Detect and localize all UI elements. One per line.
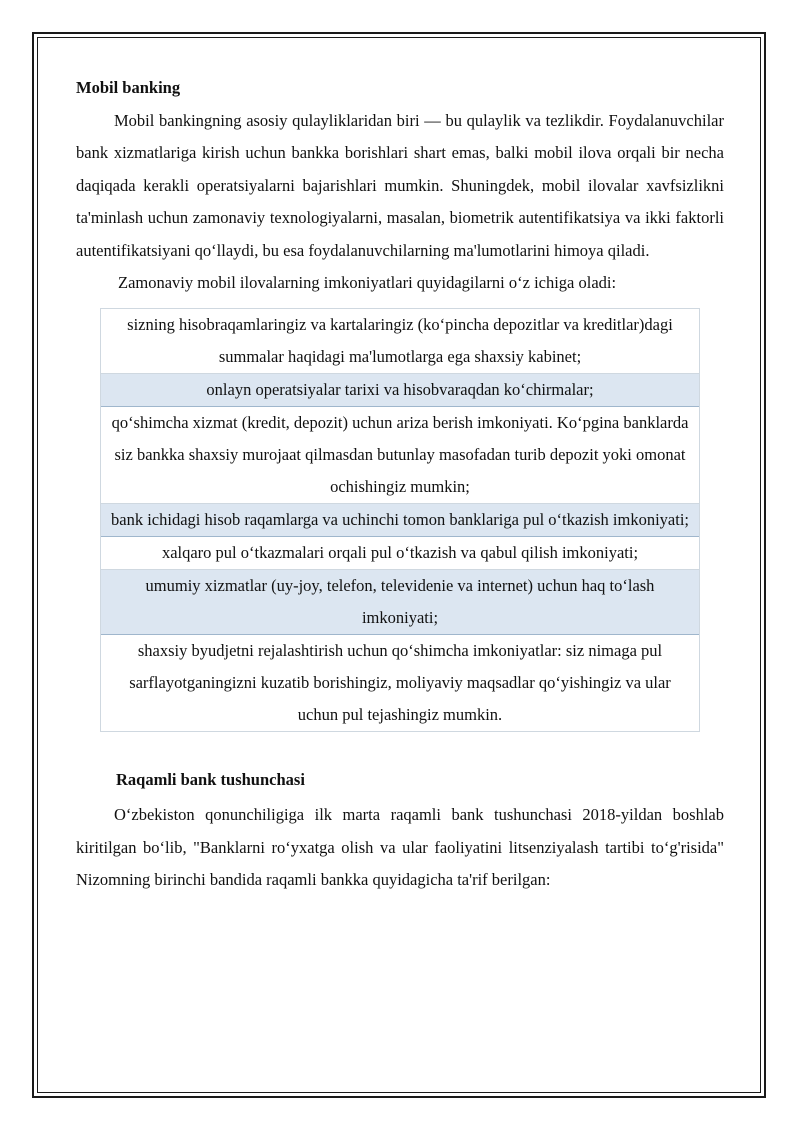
- feature-row-operations-history: onlayn operatsiyalar tarixi va hisobvaraqdan ko‘chirmalar;: [101, 374, 699, 407]
- feature-row-international-transfers: xalqaro pul o‘tkazmalari orqali pul o‘tkazish va qabul qilish imkoniyati;: [101, 537, 699, 570]
- feature-row-utility-payments: umumiy xizmatlar (uy-joy, telefon, televidenie va internet) uchun haq to‘lash imkoniyati;: [101, 570, 699, 635]
- feature-row-transfers: bank ichidagi hisob raqamlarga va uchinchi tomon banklariga pul o‘tkazish imkoniyati;: [101, 504, 699, 537]
- paragraph-digital-bank-definition: O‘zbekiston qonunchiligiga ilk marta raqamli bank tushunchasi 2018-yildan boshlab kiritilgan bo‘lib, "Banklarni ro‘yxatga olish va ular faoliyatini litsenziyalash tartibi to‘g'risida" Nizomning birinchi bandida raqamli bankka quyidagicha ta'rif berilgan:: [76, 805, 724, 889]
- feature-row-personal-cabinet: sizning hisobraqamlaringiz va kartalaringiz (ko‘pincha depozitlar va kreditlar)dagi summalar haqidagi ma'lumotlarga ega shaxsiy kabinet;: [101, 309, 699, 374]
- paragraph-features-intro: Zamonaviy mobil ilovalarning imkoniyatlari quyidagilarni o‘z ichiga oladi:: [118, 273, 617, 292]
- feature-row-budget-planning: shaxsiy byudjetni rejalashtirish uchun qo‘shimcha imkoniyatlar: siz nimaga pul sarflayotganingizni kuzatib borishingiz, moliyaviy maqsadlar qo‘yishingiz va ular uchun pul tejashingiz mumkin.: [129, 640, 671, 724]
- heading-raqamli-bank: Raqamli bank tushunchasi: [116, 769, 305, 789]
- paragraph-mobile-banking-benefits: Mobil bankingning asosiy qulayliklaridan biri — bu qulaylik va tezlikdir. Foydalanuvchilar bank xizmatlariga kirish uchun bankka borishlari shart emas, balki mobil ilova orqali bir necha daqiqada kerakli operatsiyalarni bajarishlari mumkin. Shuningdek, mobil ilovalar xavfsizlikni ta'minlash uchun zamonaviy texnologiyalarni, masalan, biometrik autentifikatsiya va ikki faktorli autentifikatsiyani qo‘llaydi, bu esa foydalanuvchilarning ma'lumotlarini himoya qiladi.: [76, 110, 724, 260]
- features-table: [100, 308, 700, 732]
- feature-row-service-application: qo‘shimcha xizmat (kredit, depozit) uchun ariza berish imkoniyati. Ko‘pgina banklarda siz bankka shaxsiy murojaat qilmasdan butunlay masofadan turib depozit yoki omonat ochishingiz mumkin;: [101, 407, 699, 504]
- document-body: [76, 70, 724, 897]
- heading-mobil-banking: Mobil banking: [76, 78, 181, 97]
